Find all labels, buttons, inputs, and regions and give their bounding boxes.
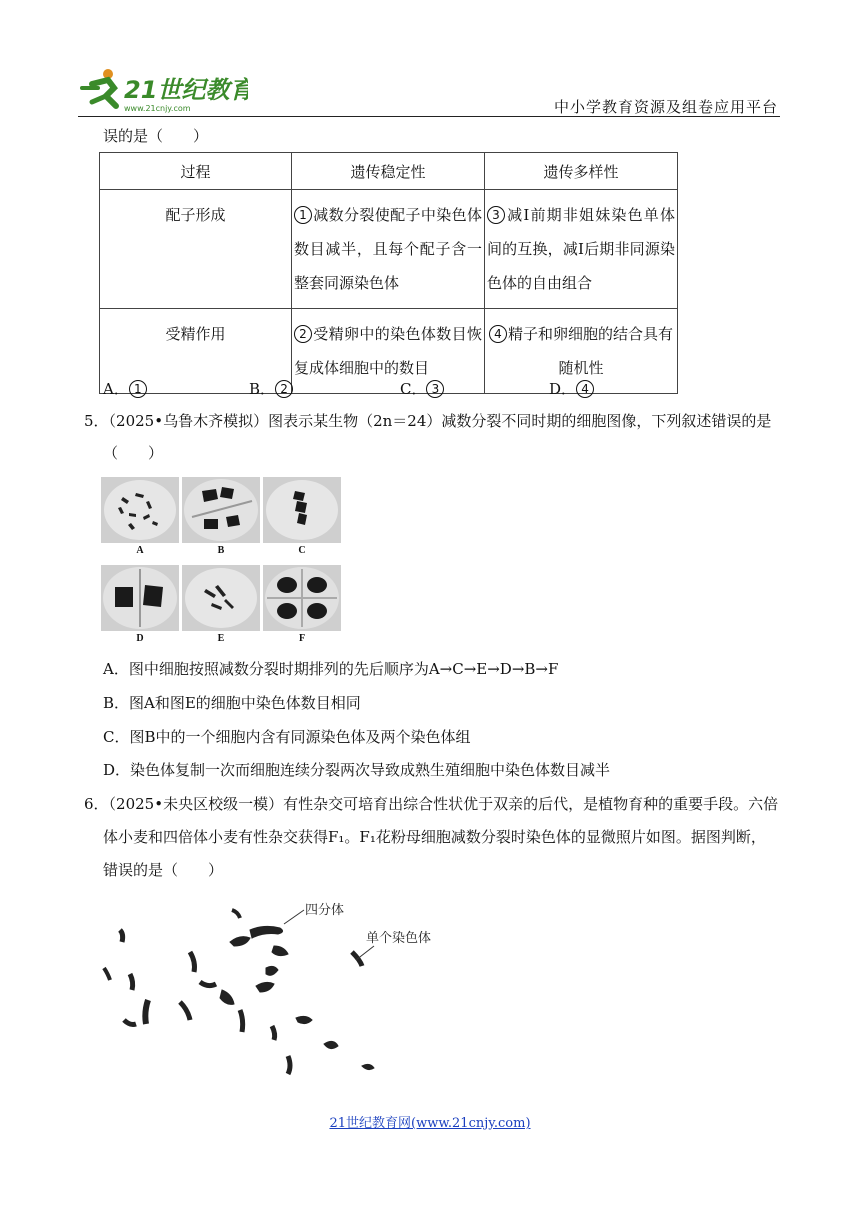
header-diversity: 遗传多样性 [484, 153, 677, 190]
question-5-stem-cont: （ ） [103, 444, 164, 462]
micrograph-b [182, 477, 260, 543]
genetics-table [99, 152, 678, 394]
row-stability: 减数分裂使配子中染色体数目减半，且每个配子含一整套同源染色体 [293, 206, 482, 292]
label-tetrad: 四分体 [305, 903, 345, 918]
chromosome-micrograph [100, 890, 445, 1080]
question-5-option-a[interactable]: A．图中细胞按照减数分裂时期排列的先后顺序为A→C→E→D→B→F [103, 660, 559, 678]
question-6-stem-cont: 体小麦和四倍体小麦有性杂交获得F₁。F₁花粉母细胞减数分裂时染色体的显微照片如图。据图判断， [103, 828, 766, 846]
table-row [100, 190, 678, 309]
micrograph-a [101, 477, 179, 543]
header-divider [78, 116, 780, 117]
micrograph-f [263, 565, 341, 631]
row-stability: 受精卵中的染色体数目恢复成体细胞中的数目 [293, 325, 482, 377]
brand-logo [78, 66, 248, 114]
circled-number: 2 [275, 380, 293, 398]
question-4-tail: 误的是（ ） [103, 127, 209, 145]
platform-title: 中小学教育资源及组卷应用平台 [553, 98, 778, 116]
header-stability: 遗传稳定性 [291, 153, 484, 190]
logo-text: 21世纪教育 [124, 76, 248, 104]
circled-number: 2 [294, 325, 312, 343]
question-5-option-b[interactable]: B．图A和图E的细胞中染色体数目相同 [103, 694, 361, 712]
row-diversity: 减Ⅰ前期非姐妹染色单体间的互换，减Ⅰ后期非同源染色体的自由组合 [486, 206, 675, 292]
micrograph-e [182, 565, 260, 631]
header-process: 过程 [100, 153, 292, 190]
table-header-row [100, 153, 678, 190]
figure-label-b: B [217, 545, 225, 556]
row-diversity: 精子和卵细胞的结合具有随机性 [507, 325, 673, 377]
figure-label-f: F [298, 633, 306, 644]
question-6-stem: 6．（2025•未央区校级一模）有性杂交可培育出综合性状优于双亲的后代，是植物育种的重要手段。六倍 [84, 795, 779, 813]
logo-url: www.21cnjy.com [124, 104, 191, 113]
micrograph-c [263, 477, 341, 543]
figure-label-e: E [217, 633, 225, 644]
option-a[interactable]: A． 1 [103, 378, 148, 399]
question-5-option-d[interactable]: D．染色体复制一次而细胞连续分裂两次导致成熟生殖细胞中染色体数目减半 [103, 761, 611, 779]
row-process: 配子形成 [165, 206, 226, 224]
figure-label-c: C [298, 545, 306, 556]
circled-number: 4 [489, 325, 507, 343]
page-footer [0, 1112, 860, 1131]
question-5-stem: 5．（2025•乌鲁木齐模拟）图表示某生物（2n＝24）减数分裂不同时期的细胞图像，下列叙述错误的是 [84, 412, 772, 430]
micrograph-d [101, 565, 179, 631]
figure-label-d: D [136, 633, 144, 644]
figure-label-a: A [136, 545, 144, 556]
circled-number: 3 [487, 206, 505, 224]
circled-number: 1 [129, 380, 147, 398]
circled-number: 1 [294, 206, 312, 224]
circled-number: 3 [426, 380, 444, 398]
option-b[interactable]: B． 2 [249, 378, 294, 399]
option-c[interactable]: C． 3 [400, 378, 445, 399]
question-6-stem-end: 错误的是（ ） [103, 861, 224, 879]
option-d[interactable]: D． 4 [549, 378, 595, 399]
question-5-option-c[interactable]: C．图B中的一个细胞内含有同源染色体及两个染色体组 [103, 728, 471, 746]
circled-number: 4 [576, 380, 594, 398]
label-single-chromosome: 单个染色体 [366, 931, 432, 946]
page-header [78, 62, 780, 118]
footer-link[interactable]: 21世纪教育网(www.21cnjy.com) [329, 1116, 531, 1131]
row-process: 受精作用 [165, 325, 226, 343]
